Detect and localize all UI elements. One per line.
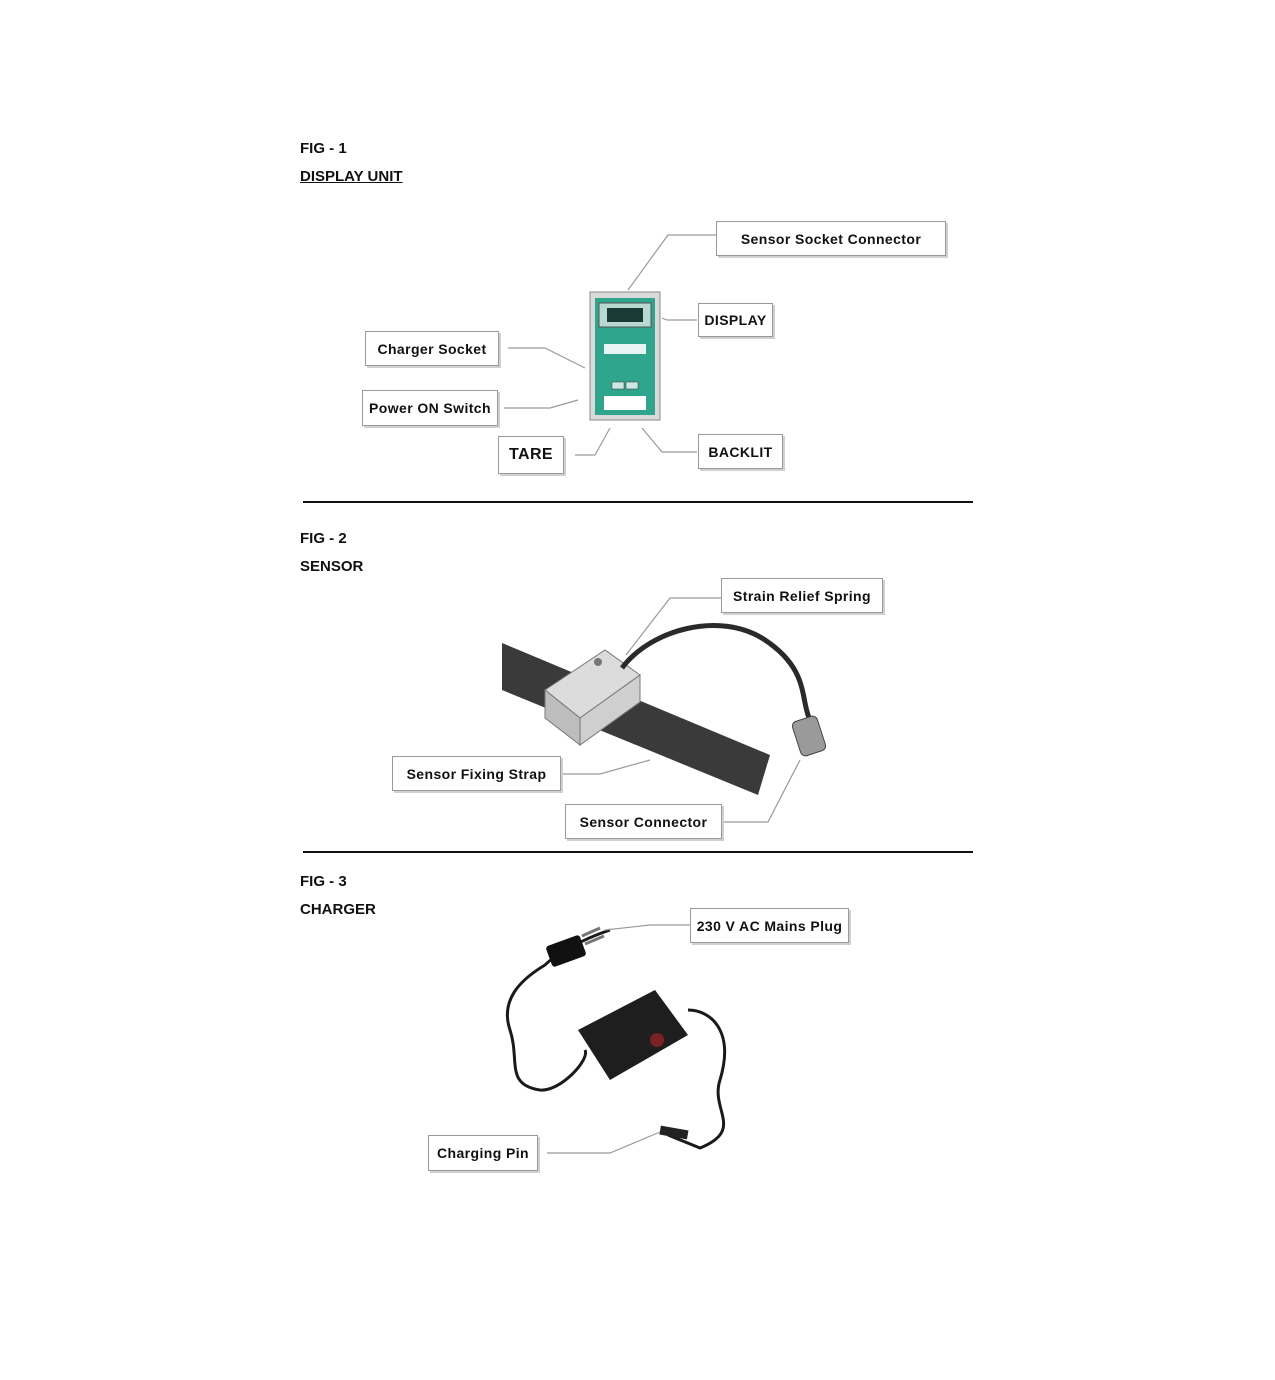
fig1-title: DISPLAY UNIT <box>300 168 403 185</box>
section-divider-1 <box>303 501 973 503</box>
callout-sensor-fixing-strap: Sensor Fixing Strap <box>392 756 561 791</box>
display-unit-image <box>590 292 660 420</box>
fig2-number: FIG - 2 <box>300 530 347 547</box>
section-divider-2 <box>303 851 973 853</box>
callout-sensor-socket-connector: Sensor Socket Connector <box>716 221 946 256</box>
fig3-title: CHARGER <box>300 901 376 918</box>
callout-power-on-switch: Power ON Switch <box>362 390 498 426</box>
charger-image <box>507 928 724 1148</box>
callout-charging-pin: Charging Pin <box>428 1135 538 1171</box>
callout-sensor-connector: Sensor Connector <box>565 804 722 839</box>
callout-charger-socket: Charger Socket <box>365 331 499 366</box>
callout-strain-relief-spring: Strain Relief Spring <box>721 578 883 613</box>
fig2-title: SENSOR <box>300 558 364 575</box>
fig1-number: FIG - 1 <box>300 140 347 157</box>
fig3-number: FIG - 3 <box>300 873 347 890</box>
callout-mains-plug: 230 V AC Mains Plug <box>690 908 849 943</box>
callout-display: DISPLAY <box>698 303 773 337</box>
callout-tare: TARE <box>498 436 564 474</box>
callout-backlit: BACKLIT <box>698 434 783 469</box>
